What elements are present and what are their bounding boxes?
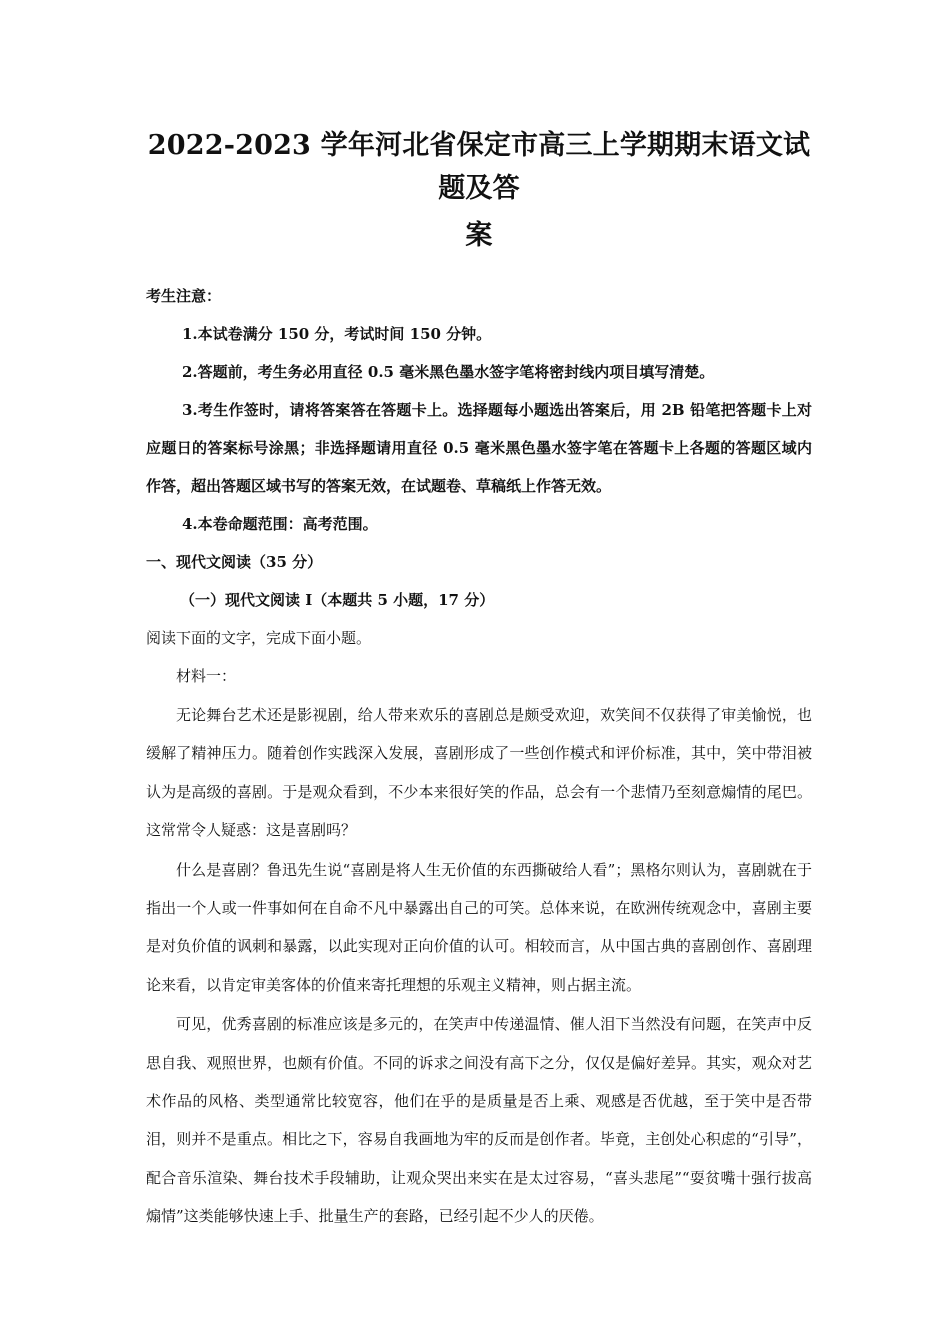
section-heading: 一、现代文阅读（35 分） [146,553,323,571]
body-paragraph-1: 无论舞台艺术还是影视剧，给人带来欢乐的喜剧总是颇受欢迎，欢笑间不仅获得了审美愉悦，也缓解了精神压力。随着创作实践深入发展，喜剧形成了一些创作模式和评价标准，其中，笑中带泪被认为是高级的喜剧。于是观众看到，不少本来很好笑的作品，总会有一个悲情乃至刻意煽情的尾巴。这常常令人疑惑：这是喜剧吗？ [146,706,812,840]
notice-item-1: 1.本试卷满分 150 分，考试时间 150 分钟。 [182,325,492,343]
notice-item-2: 2.答题前，考生务必用直径 0.5 毫米黑色墨水签字笔将密封线内项目填写清楚。 [182,363,715,381]
body-paragraph-2: 什么是喜剧？鲁迅先生说“喜剧是将人生无价值的东西撕破给人看”；黑格尔则认为，喜剧就在于指出一个人或一件事如何在自命不凡中暴露出自己的可笑。总体来说，在欧洲传统观念中，喜剧主要是对负价值的讽刺和暴露，以此实现对正向价值的认可。相较而言，从中国古典的喜剧创作、喜剧理论来看，以肯定审美客体的价值来寄托理想的乐观主义精神，则占据主流。 [146,860,812,994]
reading-instruction: 阅读下面的文字，完成下面小题。 [146,629,372,647]
material-label: 材料一： [176,667,237,685]
subsection-heading: （一）现代文阅读 I（本题共 5 小题，17 分） [180,591,495,609]
title-line-1: 2022-2023 学年河北省保定市高三上学期期末语文试题及答 [147,130,811,204]
document-title [146,124,812,257]
notice-heading: 考生注意： [146,287,222,305]
notice-item-4: 4.本卷命题范围：高考范围。 [182,515,378,533]
title-line-2: 案 [465,220,493,251]
body-paragraph-3: 可见，优秀喜剧的标准应该是多元的，在笑声中传递温情、催人泪下当然没有问题，在笑声中反思自我、观照世界，也颇有价值。不同的诉求之间没有高下之分，仅仅是偏好差异。其实，观众对艺术作品的风格、类型通常比较宽容，他们在乎的是质量是否上乘、观感是否优越，至于笑中是否带泪，则并不是重点。相比之下，容易自我画地为牢的反而是创作者。毕竟，主创处心积虑的“引导”，配合音乐渲染、舞台技术手段辅助，让观众哭出来实在是太过容易，“喜头悲尾”“耍贫嘴十强行拔高煽情”这类能够快速上手、批量生产的套路，已经引起不少人的厌倦。 [146,1015,812,1226]
notice-item-3: 3.考生作签时，请将答案答在答题卡上。选择题每小题选出答案后，用 2B 铅笔把答题卡上对应题日的答案标号涂黑；非选择题请用直径 0.5 毫米黑色墨水签字笔在答题卡上各题的答题区域内作答，超出答题区域书写的答案无效，在试题卷、草稿纸上作答无效。 [146,401,812,495]
